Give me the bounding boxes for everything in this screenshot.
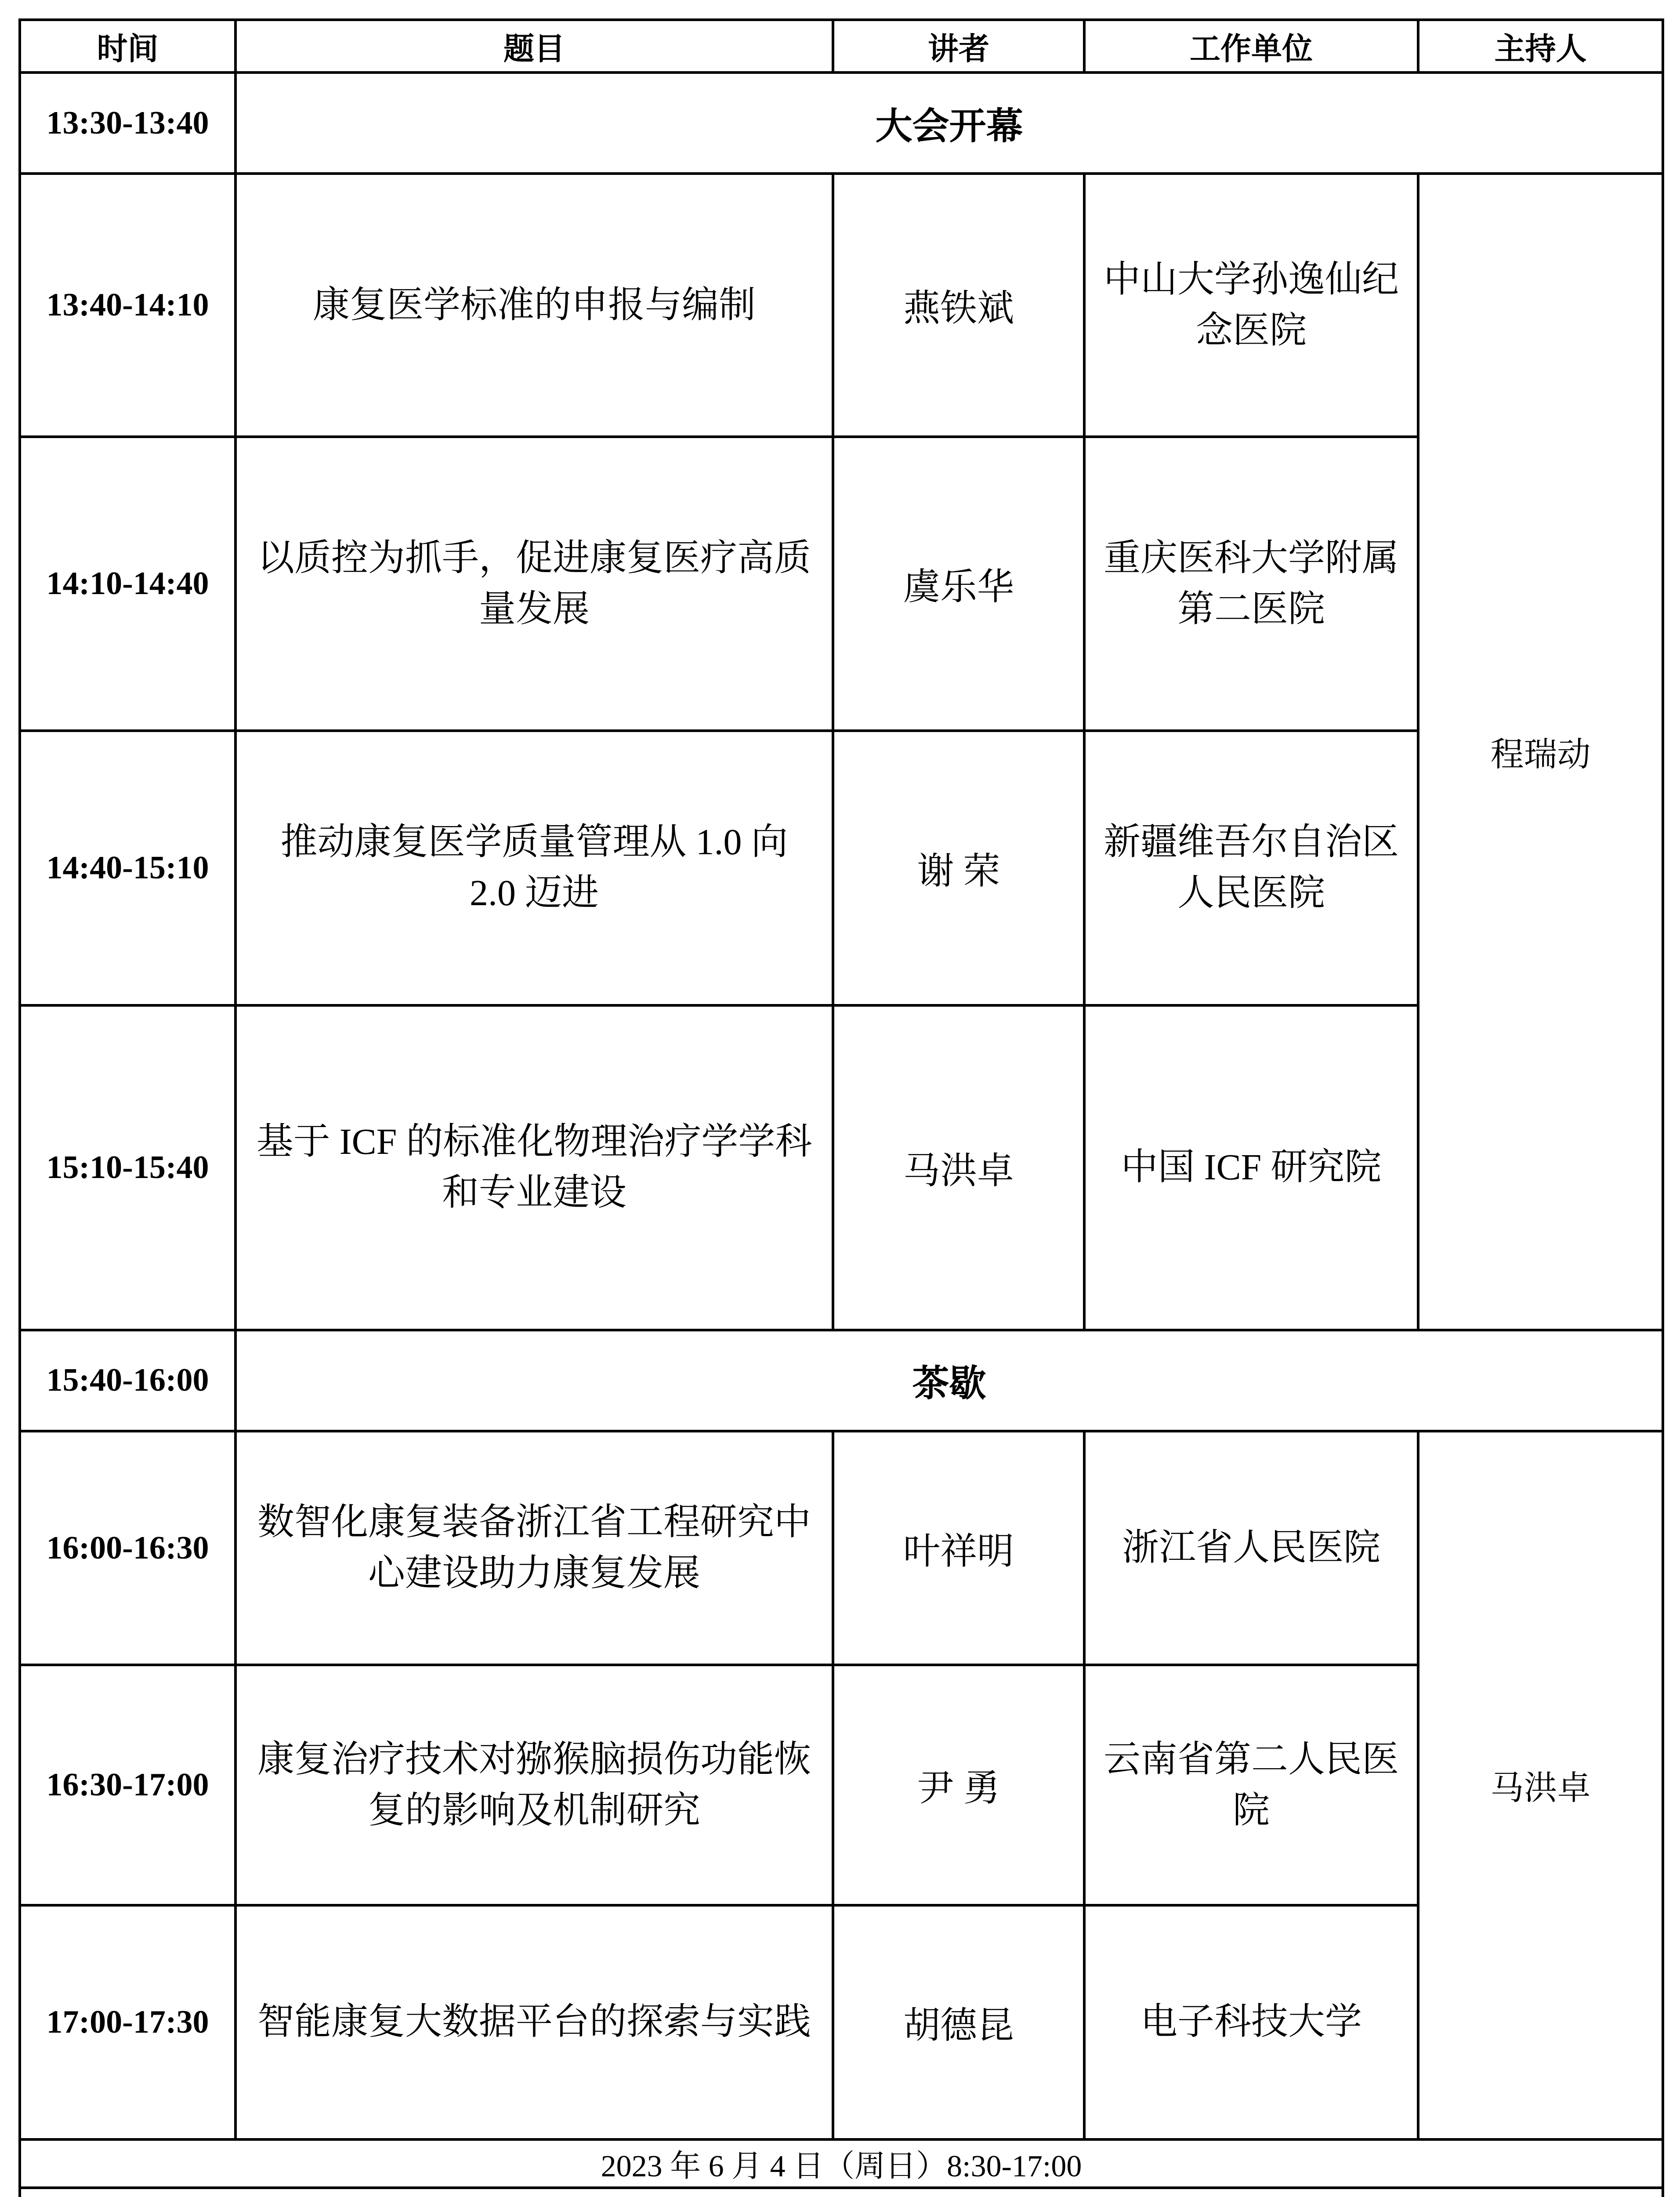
talk-title: 推动康复医学质量管理从 1.0 向 2.0 迈进 — [235, 731, 833, 1005]
speaker-name: 尹 勇 — [833, 1665, 1084, 1905]
session1-host: 程瑞动 — [1418, 174, 1663, 1330]
session-time: 14:40-15:10 — [20, 731, 235, 1005]
schedule-table — [18, 18, 1664, 2197]
header-row — [20, 20, 1663, 73]
talk-title: 康复治疗技术对猕猴脑损伤功能恢复的影响及机制研究 — [235, 1665, 833, 1905]
opening-title: 大会开幕 — [235, 73, 1663, 174]
break-row — [20, 1330, 1663, 1431]
speaker-name: 燕铁斌 — [833, 174, 1084, 437]
speaker-name: 马洪卓 — [833, 1005, 1084, 1330]
speaker-unit: 云南省第二人民医院 — [1084, 1665, 1418, 1905]
speaker-unit: 电子科技大学 — [1084, 1905, 1418, 2139]
session-time: 14:10-14:40 — [20, 437, 235, 731]
speaker-name: 叶祥明 — [833, 1431, 1084, 1665]
break-time: 15:40-16:00 — [20, 1330, 235, 1431]
session-time: 13:40-14:10 — [20, 174, 235, 437]
session-time: 17:00-17:30 — [20, 1905, 235, 2139]
speaker-unit: 新疆维吾尔自治区人民医院 — [1084, 731, 1418, 1005]
speaker-unit: 重庆医科大学附属第二医院 — [1084, 437, 1418, 731]
event-date: 2023 年 6 月 4 日（周日）8:30-17:00 — [20, 2139, 1663, 2188]
table-row — [20, 1665, 1663, 1905]
session-time: 16:30-17:00 — [20, 1665, 235, 1905]
talk-title: 以质控为抓手，促进康复医疗高质量发展 — [235, 437, 833, 731]
speaker-name: 谢 荣 — [833, 731, 1084, 1005]
table-row — [20, 1005, 1663, 1330]
session-time: 16:00-16:30 — [20, 1431, 235, 1665]
opening-row — [20, 73, 1663, 174]
speaker-name: 胡德昆 — [833, 1905, 1084, 2139]
speaker-unit: 中山大学孙逸仙纪念医院 — [1084, 174, 1418, 437]
opening-time: 13:30-13:40 — [20, 73, 235, 174]
session-time: 15:10-15:40 — [20, 1005, 235, 1330]
talk-title: 康复医学标准的申报与编制 — [235, 174, 833, 437]
speaker-unit: 浙江省人民医院 — [1084, 1431, 1418, 1665]
header-speaker: 讲者 — [833, 20, 1084, 73]
header-unit: 工作单位 — [1084, 20, 1418, 73]
table-row — [20, 437, 1663, 731]
table-row — [20, 731, 1663, 1005]
speaker-name: 虞乐华 — [833, 437, 1084, 731]
table-row — [20, 1905, 1663, 2139]
date-row — [20, 2139, 1663, 2188]
talk-title: 智能康复大数据平台的探索与实践 — [235, 1905, 833, 2139]
session2-host: 马洪卓 — [1418, 1431, 1663, 2139]
header-host: 主持人 — [1418, 20, 1663, 73]
header-title: 题目 — [235, 20, 833, 73]
talk-title: 基于 ICF 的标准化物理治疗学学科和专业建设 — [235, 1005, 833, 1330]
table-row — [20, 1431, 1663, 1665]
header-time: 时间 — [20, 20, 235, 73]
table-row — [20, 174, 1663, 437]
venue-row — [20, 2188, 1663, 2197]
speaker-unit: 中国 ICF 研究院 — [1084, 1005, 1418, 1330]
talk-title: 数智化康复装备浙江省工程研究中心建设助力康复发展 — [235, 1431, 833, 1665]
event-venue — [20, 2188, 1663, 2197]
break-title: 茶歇 — [235, 1330, 1663, 1431]
